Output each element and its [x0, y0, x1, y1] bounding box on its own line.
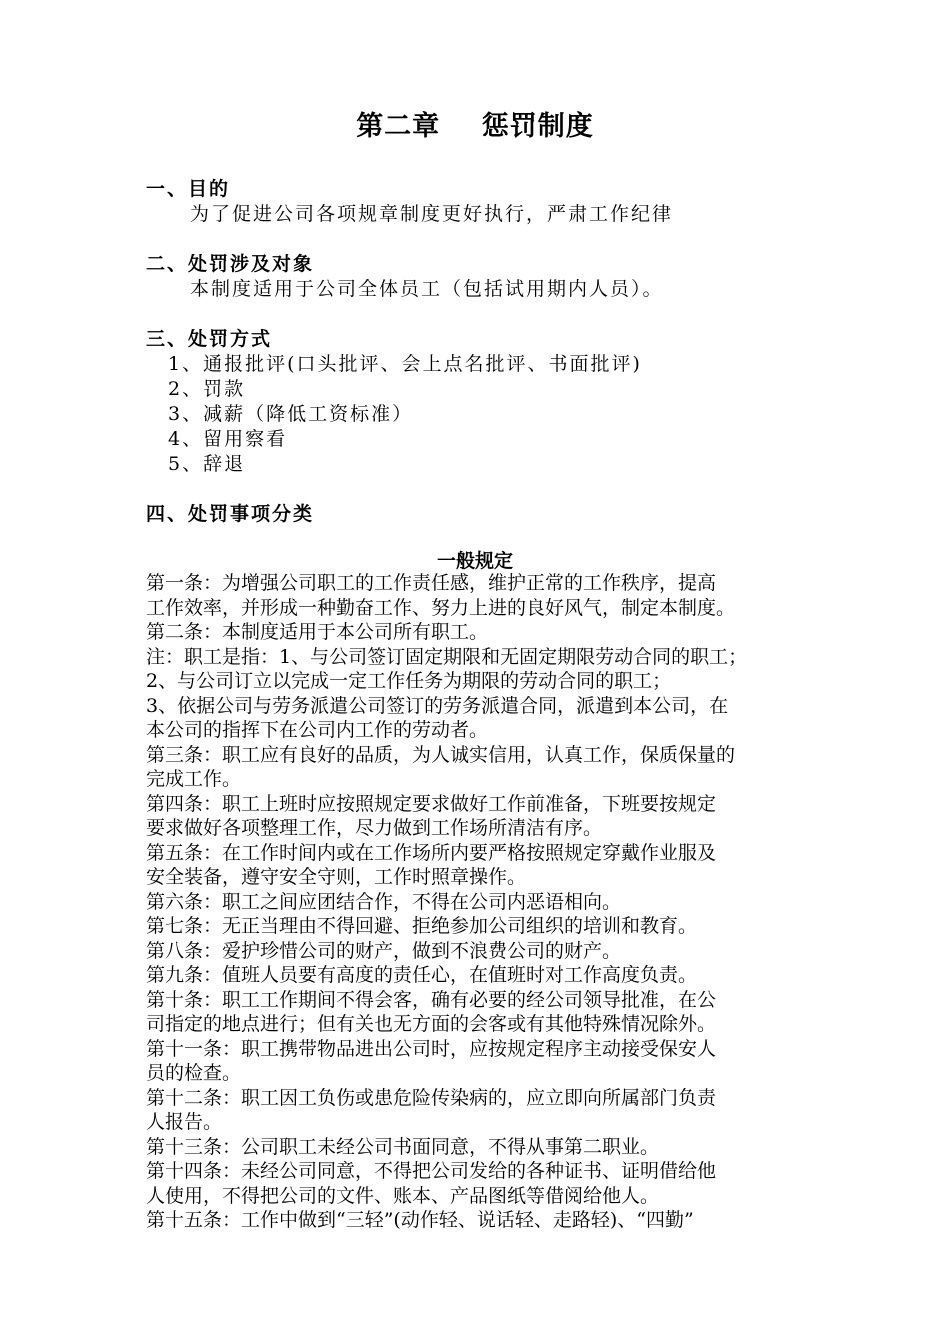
chapter-title: 第二章 惩罚制度 — [356, 111, 594, 142]
rule-line: 第四条：职工上班时应按照规定要求做好工作前准备，下班要按规定 — [146, 792, 717, 815]
rule-line: 工作效率，并形成一种勤奋工作、努力上进的良好风气，制定本制度。 — [146, 596, 736, 619]
rule-line: 2、与公司订立以完成一定工作任务为期限的劳动合同的职工； — [146, 670, 672, 692]
rule-line: 第六条：职工之间应团结合作，不得在公司内恶语相向。 — [146, 890, 622, 913]
method-item: 3、减薪（降低工资标准） — [168, 403, 414, 425]
rule-line: 完成工作。 — [146, 768, 242, 790]
section-heading-purpose: 一、目的 — [146, 178, 231, 200]
section-body-purpose: 为了促进公司各项规章制度更好执行，严肃工作纪律 — [190, 203, 674, 225]
rule-line: 人报告。 — [146, 1111, 223, 1133]
method-item: 1、通报批评(口头批评、会上点名批评、书面批评) — [168, 353, 642, 375]
rule-line: 第十四条：未经公司同意，不得把公司发给的各种证书、证明借给他 — [146, 1160, 717, 1182]
rule-line: 本公司的指挥下在公司内工作的劳动者。 — [146, 719, 489, 741]
rule-line: 第十条：职工工作期间不得会客，确有必要的经公司领导批准，在公 — [146, 988, 717, 1011]
rule-line: 注：职工是指：1、与公司签订固定期限和无固定期限劳动合同的职工； — [146, 645, 748, 668]
rule-line: 第十二条：职工因工负伤或患危险传染病的，应立即向所属部门负责 — [146, 1086, 717, 1109]
method-item: 5、辞退 — [168, 453, 246, 475]
rule-line: 第十三条：公司职工未经公司书面同意，不得从事第二职业。 — [146, 1135, 660, 1158]
general-rules-title: 一般规定 — [436, 550, 513, 572]
rule-line: 第八条：爱护珍惜公司的财产，做到不浪费公司的财产。 — [146, 939, 622, 962]
rule-line: 3、依据公司与劳务派遣公司签订的劳务派遣合同，派遣到本公司，在 — [146, 694, 729, 717]
rule-line: 要求做好各项整理工作，尽力做到工作场所清洁有序。 — [146, 817, 603, 839]
method-item: 2、罚款 — [168, 378, 246, 400]
section-heading-scope: 二、处罚涉及对象 — [146, 253, 315, 275]
rule-line: 第一条：为增强公司职工的工作责任感，维护正常的工作秩序，提高 — [146, 572, 717, 594]
rule-line: 第九条：值班人员要有高度的责任心，在值班时对工作高度负责。 — [146, 964, 698, 986]
rule-line: 第十一条：职工携带物品进出公司时，应按规定程序主动接受保安人 — [146, 1037, 717, 1060]
rule-line: 第五条：在工作时间内或在工作场所内要严格按照规定穿戴作业服及 — [146, 841, 717, 864]
rule-line: 第三条：职工应有良好的品质，为人诚实信用，认真工作，保质保量的 — [146, 743, 736, 766]
rule-line: 员的检查。 — [146, 1062, 242, 1084]
rule-line: 第七条：无正当理由不得回避、拒绝参加公司组织的培训和教育。 — [146, 915, 698, 937]
section-body-scope: 本制度适用于公司全体员工（包括试用期内人员）。 — [190, 278, 664, 300]
rule-line: 第十五条：工作中做到“三轻”(动作轻、说话轻、走路轻)、“四勤” — [146, 1209, 694, 1231]
section-heading-methods: 三、处罚方式 — [146, 328, 273, 350]
rule-line: 第二条：本制度适用于本公司所有职工。 — [146, 621, 489, 643]
rule-line: 司指定的地点进行；但有关也无方面的会客或有其他特殊情况除外。 — [146, 1013, 717, 1035]
section-heading-classification: 四、处罚事项分类 — [146, 503, 315, 525]
method-item: 4、留用察看 — [168, 428, 288, 450]
rule-line: 安全装备，遵守安全守则，工作时照章操作。 — [146, 866, 527, 888]
rule-line: 人使用，不得把公司的文件、账本、产品图纸等借阅给他人。 — [146, 1184, 660, 1207]
general-rules-body — [146, 571, 810, 1233]
